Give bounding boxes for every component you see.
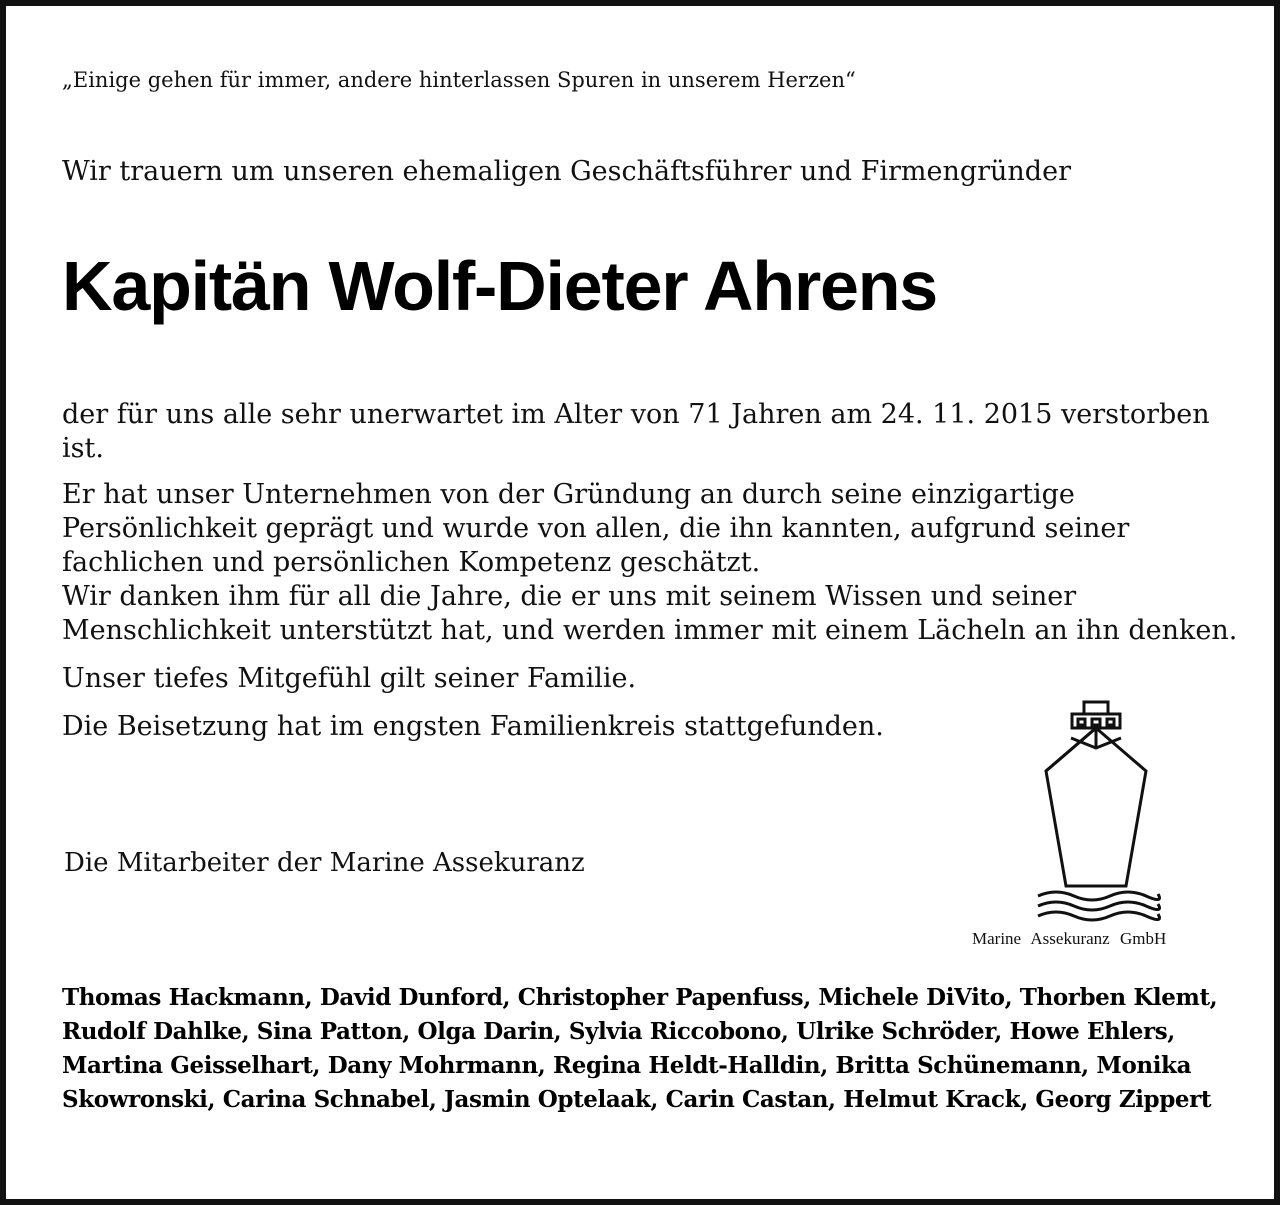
- memorial-quote: „Einige gehen für immer, andere hinterlassen Spuren in unserem Herzen“: [62, 68, 856, 92]
- employee-names: Thomas Hackmann, David Dunford, Christopher Papenfuss, Michele DiVito, Thorben Klemt, Rudolf Dahlke, Sina Patton, Olga Darin, Sylvia Riccobono, Ulrike Schröder, Howe Ehlers, Martina Geisselhart, Dany Mohrmann, Regina Heldt-Halldin, Britta Schünemann, Monika Skowronski, Carina Schnabel, Jasmin Optelaak, Carin Castan, Helmut Krack, Georg Zippert: [62, 984, 1218, 1113]
- body-paragraph: Wir danken ihm für all die Jahre, die er uns mit seinem Wissen und seiner Menschlichkeit unterstützt hat, und werden immer mit einem Lächeln an ihn denken.: [62, 581, 1238, 646]
- company-logo-text: Marine Assekuranz GmbH: [972, 929, 1167, 948]
- body-paragraph: Er hat unser Unternehmen von der Gründung an durch seine einzigartige Persönlichkeit geprägt und wurde von allen, die ihn kannten, aufgrund seiner fachlichen und persönlichen Kompetenz geschätzt.: [62, 479, 1130, 578]
- body-paragraph: Die Beisetzung hat im engsten Familienkreis stattgefunden.: [62, 711, 884, 742]
- notice-body: [62, 398, 1242, 744]
- intro-text: Wir trauern um unseren ehemaligen Geschäftsführer und Firmengründer: [62, 156, 1071, 187]
- ship-icon: [1026, 696, 1166, 926]
- body-paragraph: der für uns alle sehr unerwartet im Alter von 71 Jahren am 24. 11. 2015 verstorben ist.: [62, 399, 1210, 464]
- body-paragraph: Unser tiefes Mitgefühl gilt seiner Familie.: [62, 663, 637, 694]
- signature: Die Mitarbeiter der Marine Assekuranz: [64, 848, 585, 878]
- deceased-name: Kapitän Wolf-Dieter Ahrens: [62, 247, 938, 325]
